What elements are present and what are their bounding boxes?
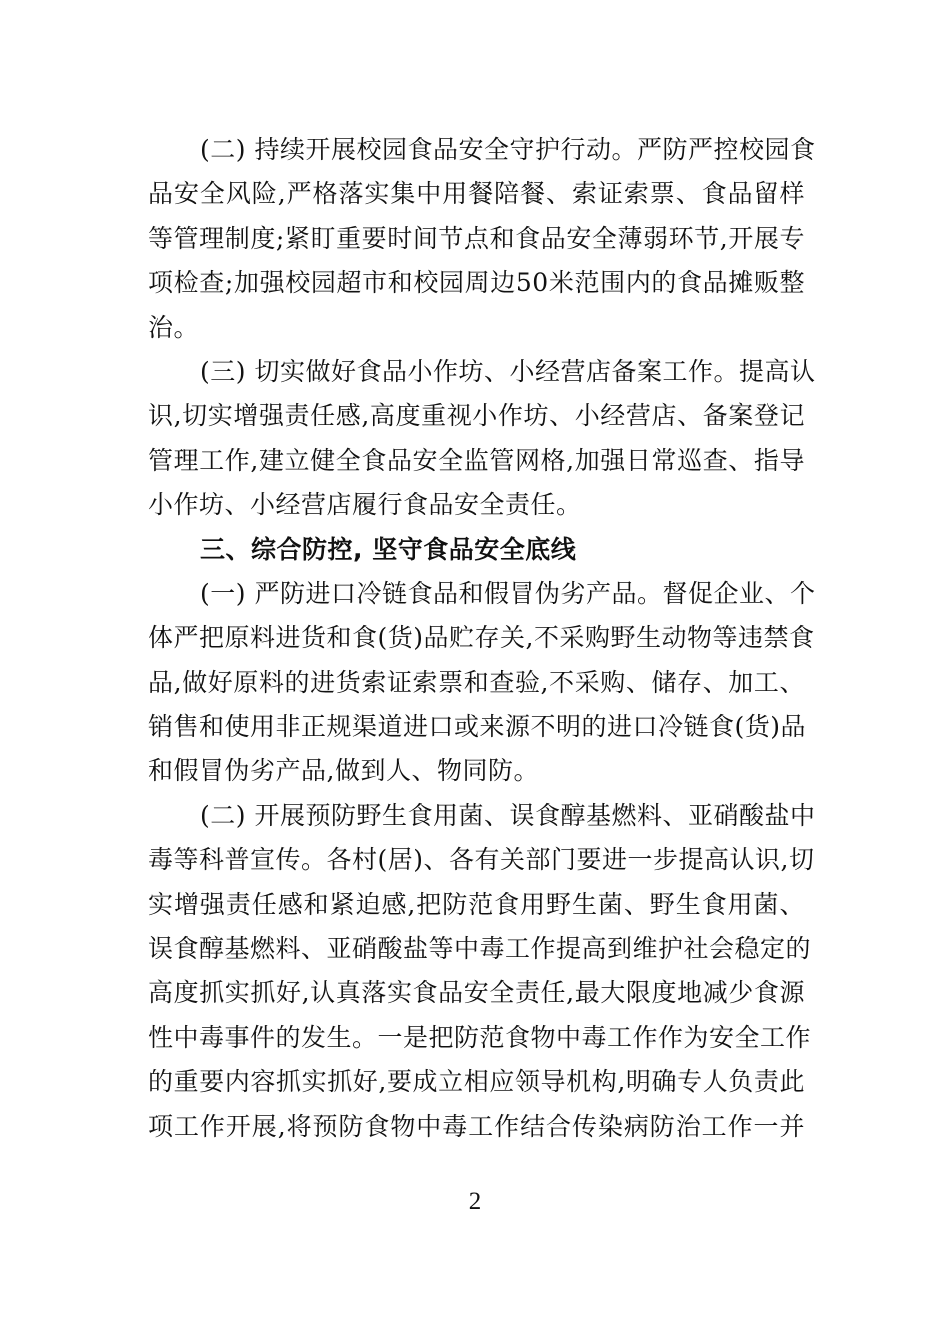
text-line: 品,做好原料的进货索证索票和查验,不采购、储存、加工、 xyxy=(148,667,805,697)
text-line: 毒等科普宣传。各村(居)、各有关部门要进一步提高认识,切 xyxy=(148,845,815,875)
paragraph xyxy=(148,128,816,350)
paragraph xyxy=(148,350,816,528)
text-line: 管理工作,建立健全食品安全监管网格,加强日常巡查、指导 xyxy=(148,445,805,475)
text-line: 小作坊、小经营店履行食品安全责任。 xyxy=(148,490,582,520)
text-line: 误食醇基燃料、亚硝酸盐等中毒工作提高到维护社会稳定的 xyxy=(148,934,812,964)
page-number: 2 xyxy=(468,1188,482,1215)
text-line: (二) 持续开展校园食品安全守护行动。严防严控校园食 xyxy=(200,135,816,164)
text-line: 和假冒伪劣产品,做到人、物同防。 xyxy=(148,756,539,786)
text-line: 等管理制度;紧盯重要时间节点和食品安全薄弱环节,开展专 xyxy=(148,223,805,253)
text-line: 销售和使用非正规渠道进口或来源不明的进口冷链食(货)品 xyxy=(148,712,807,742)
paragraph xyxy=(148,794,816,1149)
text-line: 项检查;加强校园超市和校园周边50米范围内的食品摊贩整 xyxy=(148,268,805,298)
text-line: 实增强责任感和紧迫感,把防范食用野生菌、野生食用菌、 xyxy=(148,889,805,919)
text-line: 三、综合防控, 坚守食品安全底线 xyxy=(200,534,577,564)
text-line: 高度抓实抓好,认真落实食品安全责任,最大限度地减少食源 xyxy=(148,978,805,1008)
text-line: 治。 xyxy=(148,312,200,342)
text-line: (一) 严防进口冷链食品和假冒伪劣产品。督促企业、个 xyxy=(200,578,816,608)
text-line: 性中毒事件的发生。一是把防范食物中毒工作作为安全工作 xyxy=(148,1022,812,1052)
text-line: 体严把原料进货和食(货)品贮存关,不采购野生动物等违禁食 xyxy=(148,623,815,653)
text-line: 品安全风险,严格落实集中用餐陪餐、索证索票、食品留样 xyxy=(148,179,805,209)
document-body xyxy=(148,128,816,1149)
text-line: (二) 开展预防野生食用菌、误食醇基燃料、亚硝酸盐中 xyxy=(200,800,816,830)
text-line: 项工作开展,将预防食物中毒工作结合传染病防治工作一并 xyxy=(148,1111,805,1141)
section-heading xyxy=(148,528,805,572)
text-line: (三) 切实做好食品小作坊、小经营店备案工作。提高认 xyxy=(200,356,816,386)
text-line: 的重要内容抓实抓好,要成立相应领导机构,明确专人负责此 xyxy=(148,1067,805,1097)
paragraph xyxy=(148,572,816,794)
text-line: 识,切实增强责任感,高度重视小作坊、小经营店、备案登记 xyxy=(148,401,805,431)
